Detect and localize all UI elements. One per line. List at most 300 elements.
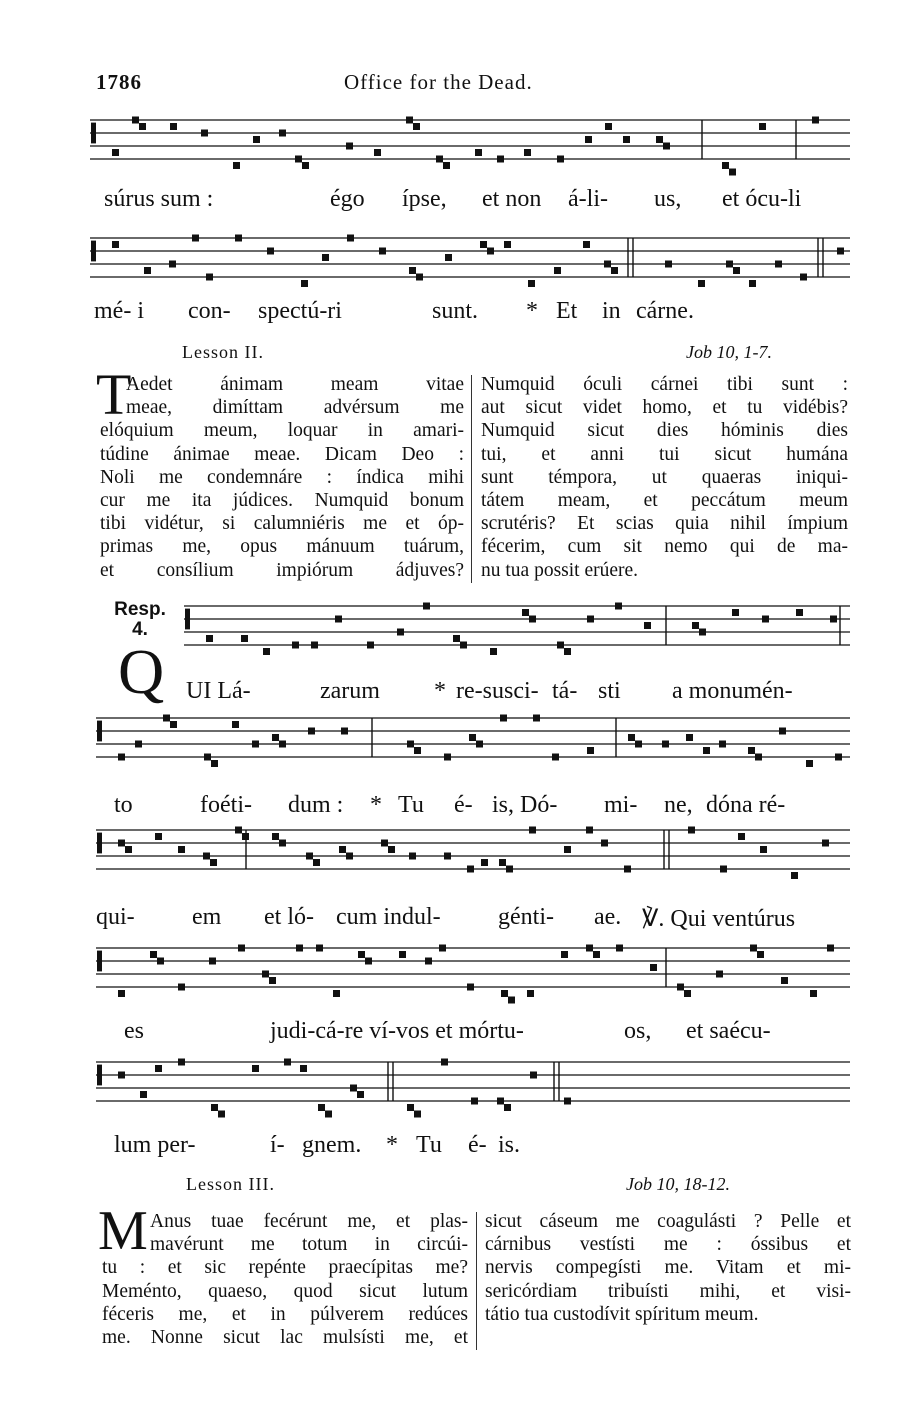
c-clef [185,609,190,630]
neume-note [253,136,260,143]
lesson-3-reference: Job 10, 18-12. [626,1174,730,1194]
lyric-syllable: lum per- [114,1132,196,1158]
neume-note [118,840,125,847]
neume-note [436,156,443,163]
neume-note [445,254,452,261]
lyric-syllable: ae. [594,904,622,930]
lyric-asterisk: * [434,678,446,704]
neume-note [530,1072,537,1079]
lyric-syllable: re-susci- [456,678,539,704]
lyric-syllable: a monumén- [672,678,793,704]
neume-note [726,261,733,268]
lyric-syllable: ípse, [402,186,447,212]
neume-note [333,990,340,997]
lyric-syllable: Tu [398,792,424,818]
neume-note [339,846,346,853]
lyric-syllable: dóna ré- [706,792,786,818]
drop-cap: T [96,362,132,427]
neume-note [481,859,488,866]
neume-note [775,261,782,268]
neume-note [210,859,217,866]
neume-note [155,833,162,840]
lyric-syllable: qui- [96,904,135,930]
c-clef [91,241,96,262]
neume-note [157,958,164,965]
neume-note [611,267,618,274]
text-line: féceris me, et in púlverem redúces [102,1303,468,1325]
neume-note [295,156,302,163]
neume-note [399,951,406,958]
neume-note [587,616,594,623]
neume-note [201,130,208,137]
text-line: scrutéris? Et scias quia nihil ímpium [481,513,848,535]
neume-note [533,715,540,722]
lyric-syllable: mi- [604,792,638,818]
neume-note [112,149,119,156]
text-line: elóquium meum, loquar in amari- [100,420,464,442]
neume-note [204,754,211,761]
text-line: et consílium impiórum ádjuves? [100,559,464,581]
text-line: tátio tua custodívit spíritum meum. [485,1303,759,1325]
neume-note [806,760,813,767]
neume-note [325,1111,332,1118]
neume-note [628,734,635,741]
neume-note [170,721,177,728]
neume-note [796,609,803,616]
text-line: Anus tuae fecérunt me, et plas- [150,1211,468,1232]
neume-note [684,990,691,997]
neume-note [381,840,388,847]
lyric-syllable: gnem. [302,1132,362,1158]
neume-note [272,833,279,840]
neume-note [748,747,755,754]
neume-note [835,754,842,761]
c-clef [97,951,102,972]
neume-note [476,741,483,748]
neume-note [500,715,507,722]
neume-note [313,859,320,866]
neume-note [662,741,669,748]
responsory-label [104,600,176,640]
lyric-syllable: judi-cá-re ví-vos et mórtu- [270,1018,524,1044]
neume-note [306,853,313,860]
neume-note [749,280,756,287]
lyric-syllable: tá- [552,678,578,704]
neume-note [467,984,474,991]
lyric-syllable: dum : [288,792,344,818]
lyric-syllable: sunt. [432,298,479,324]
neume-note [209,958,216,965]
neume-note [504,1104,511,1111]
lesson-2-title: Lesson II. [182,342,264,362]
neume-note [524,149,531,156]
neume-note [635,741,642,748]
page-number: 1786 [96,70,142,94]
lyric-syllable: ne, [664,792,693,818]
neume-note [316,945,323,952]
neume-note [163,715,170,722]
neume-note [506,866,513,873]
neume-note [407,1104,414,1111]
chant-staff-5 [96,822,850,890]
neume-note [235,827,242,834]
column-divider [471,375,472,583]
lesson-3-left-column [102,1210,468,1349]
responsory-label-text: Resp. [114,599,166,620]
neume-note [554,267,561,274]
neume-note [650,964,657,971]
column-divider [476,1212,477,1350]
neume-note [561,951,568,958]
neume-note [347,235,354,242]
lyric-syllable: é- [454,792,473,818]
neume-note [241,635,248,642]
neume-note [837,248,844,255]
neume-note [762,616,769,623]
c-clef [97,721,102,742]
neume-note [302,162,309,169]
neume-note [471,1098,478,1105]
drop-cap: M [98,1200,148,1262]
neume-note [235,235,242,242]
neume-note [615,603,622,610]
neume-note [232,721,239,728]
text-line: tibi vidétur, si calumniéris me et óp- [100,513,464,535]
neume-note [604,261,611,268]
neume-note [414,1111,421,1118]
neume-note [444,754,451,761]
neume-note [263,648,270,655]
neume-note [125,846,132,853]
neume-note [388,846,395,853]
neume-note [112,241,119,248]
neume-note [218,1111,225,1118]
neume-note [192,235,199,242]
text-line: aut sicut videt homo, et tu vidébis? [481,397,848,419]
neume-note [557,642,564,649]
neume-note [487,248,494,255]
neume-note [716,971,723,978]
neume-note [552,754,559,761]
lyric-syllable: et saécu- [686,1018,771,1044]
neume-note [601,840,608,847]
neume-note [311,642,318,649]
neume-note [729,169,736,176]
neume-note [759,123,766,130]
neume-note [822,840,829,847]
neume-note [279,840,286,847]
text-line: Noli me condemnáre : índica mihi [100,466,464,488]
neume-note [722,162,729,169]
neume-note [206,635,213,642]
drop-cap: Q [118,636,165,707]
lyric-syllable: spectú-ri [258,298,342,324]
lesson-3-title: Lesson III. [186,1174,275,1194]
neume-note [583,241,590,248]
text-line: mavérunt me totum in circúi- [150,1234,468,1256]
neume-note [497,1098,504,1105]
neume-note [508,997,515,1004]
lyric-syllable: é- [468,1132,487,1158]
neume-note [755,754,762,761]
neume-note [203,853,210,860]
neume-note [738,833,745,840]
neume-note [810,990,817,997]
neume-note [719,741,726,748]
text-line: fécerim, cum sit nemo qui de ma- [481,536,848,558]
neume-note [155,1065,162,1072]
neume-note [178,1059,185,1066]
neume-note [692,622,699,629]
lyric-syllable: UI Lá- [186,678,251,704]
neume-note [132,117,139,124]
neume-note [425,958,432,965]
neume-note [335,616,342,623]
text-line: tu : et sic repénte praecípitas me? [102,1257,468,1279]
neume-note [699,629,706,636]
neume-note [170,123,177,130]
text-line: Numquid óculi cárnei tibi sunt : [481,374,848,395]
lyric-syllable: et ló- [264,904,314,930]
neume-note [346,853,353,860]
running-title: Office for the Dead. [344,70,533,94]
chant-staff-4 [96,710,850,778]
lyric-syllable: á-li- [568,186,608,212]
neume-note [144,267,151,274]
lyric-syllable: Tu [416,1132,442,1158]
text-line: nu tua possit erúere. [481,559,639,581]
neume-note [118,1072,125,1079]
neume-note [644,622,651,629]
text-line: sunt témpora, ut quaeras iniqui- [481,466,848,488]
neume-note [301,280,308,287]
neume-note [284,1059,291,1066]
chant-staff-1 [90,112,850,176]
text-line: cárnibus vestísti me : óssibus et [485,1234,851,1256]
lesson-2-right-column [481,373,848,582]
lesson-3-right-column [485,1210,851,1326]
neume-note [262,971,269,978]
lesson-2-reference: Job 10, 1-7. [686,342,772,362]
neume-note [812,117,819,124]
neume-note [150,951,157,958]
neume-note [252,1065,259,1072]
neume-note [688,827,695,834]
neume-note [367,642,374,649]
neume-note [480,241,487,248]
neume-note [407,741,414,748]
neume-note [374,149,381,156]
page-header [96,70,856,100]
lyric-syllable: et ócu-li [722,186,802,212]
neume-note [322,254,329,261]
neume-note [443,162,450,169]
neume-note [135,741,142,748]
neume-note [139,123,146,130]
lyric-syllable: cum indul- [336,904,441,930]
neume-note [178,846,185,853]
neume-note [623,136,630,143]
neume-note [242,833,249,840]
neume-note [564,1098,571,1105]
neume-note [827,945,834,952]
responsory-number: 4. [132,619,148,640]
neume-note [586,827,593,834]
neume-note [140,1091,147,1098]
neume-note [528,280,535,287]
neume-note [504,241,511,248]
lyric-syllable: sti [598,678,621,704]
text-line: sicut cáseum me coagulásti ? Pelle et [485,1211,851,1232]
neume-note [557,156,564,163]
neume-note [441,1059,448,1066]
neume-note [296,945,303,952]
text-line: Numquid sicut dies hóminis dies [481,420,848,442]
chant-staff-3 [184,598,850,662]
neume-note [779,728,786,735]
chant-staff-7 [96,1054,850,1118]
neume-note [178,984,185,991]
neume-note [318,1104,325,1111]
neume-note [698,280,705,287]
lyric-syllable: ℣. Qui ventúrus [642,906,796,932]
lesson-2-left-column [100,373,464,582]
neume-note [732,609,739,616]
lyric-syllable: égo [330,186,365,212]
neume-note [624,866,631,873]
lyric-syllable: í- [270,1132,285,1158]
neume-note [444,853,451,860]
lyric-syllable: zarum [320,678,380,704]
neume-note [499,859,506,866]
neume-note [585,136,592,143]
neume-note [720,866,727,873]
neume-note [350,1085,357,1092]
neume-note [665,261,672,268]
neume-note [475,149,482,156]
neume-note [413,123,420,130]
neume-note [800,274,807,281]
c-clef [97,1065,102,1086]
lyric-syllable: us, [654,186,682,212]
text-line: tátem meam, et peccátum meum [481,490,848,512]
neume-note [300,1065,307,1072]
neume-note [346,143,353,150]
neume-note [663,143,670,150]
neume-note [467,866,474,873]
lyric-syllable: cárne. [636,298,694,324]
neume-note [460,642,467,649]
neume-note [169,261,176,268]
neume-note [279,130,286,137]
neume-note [414,747,421,754]
neume-note [497,156,504,163]
neume-note [757,951,764,958]
text-line: Aedet ánimam meam vitae [126,374,464,395]
lyric-syllable: Et [556,298,578,324]
neume-note [830,616,837,623]
neume-note [791,872,798,879]
lyric-syllable: mé- i [94,298,144,324]
text-line: me. Nonne sicut lac mulsísti me, et [102,1327,468,1349]
c-clef [97,833,102,854]
neume-note [564,846,571,853]
text-line: cur me ita júdices. Numquid bonum [100,490,464,512]
neume-note [118,990,125,997]
lyric-syllable: foéti- [200,792,252,818]
lyric-syllable: es [124,1018,144,1044]
neume-note [656,136,663,143]
lyric-syllable: con- [188,298,231,324]
neume-note [206,274,213,281]
neume-note [358,951,365,958]
neume-note [379,248,386,255]
neume-note [616,945,623,952]
text-line: nervis compegísti me. Vitam et mi- [485,1257,851,1279]
neume-note [760,846,767,853]
neume-note [409,853,416,860]
neume-note [118,754,125,761]
neume-note [211,1104,218,1111]
neume-note [439,945,446,952]
lyric-syllable: is. [498,1132,521,1158]
neume-note [453,635,460,642]
text-line: primas me, opus mánuum tuárum, [100,536,464,558]
neume-note [269,977,276,984]
text-line: meae, dimíttam advérsum me [126,397,464,419]
lyric-asterisk: * [386,1132,398,1158]
neume-note [365,958,372,965]
chant-staff-6 [96,940,850,1004]
text-line: túdine ánimae meae. Dicam Deo : [100,443,464,465]
lyric-syllable: in [602,298,621,324]
neume-note [233,162,240,169]
neume-note [781,977,788,984]
neume-note [677,984,684,991]
lyric-asterisk: * [370,792,382,818]
neume-note [409,267,416,274]
neume-note [733,267,740,274]
lyric-syllable: súrus sum : [104,186,214,212]
text-line: tui, et anni tui sicut humána [481,443,848,465]
lyric-syllable: to [114,792,133,818]
neume-note [267,248,274,255]
neume-note [238,945,245,952]
neume-note [529,827,536,834]
text-line: sericórdiam tribuísti mihi, et visi- [485,1280,851,1302]
neume-note [252,741,259,748]
neume-note [416,274,423,281]
c-clef [91,123,96,144]
lyric-syllable: os, [624,1018,652,1044]
neume-note [469,734,476,741]
text-line: Meménto, quaeso, quod sicut lutum [102,1280,468,1302]
neume-note [490,648,497,655]
neume-note [703,747,710,754]
neume-note [423,603,430,610]
lyric-syllable: is, Dó- [492,792,558,818]
neume-note [308,728,315,735]
neume-note [564,648,571,655]
neume-note [406,117,413,124]
neume-note [272,734,279,741]
neume-note [397,629,404,636]
neume-note [605,123,612,130]
neume-note [593,951,600,958]
lyric-syllable: em [192,904,222,930]
neume-note [501,990,508,997]
lyric-syllable: génti- [498,904,554,930]
